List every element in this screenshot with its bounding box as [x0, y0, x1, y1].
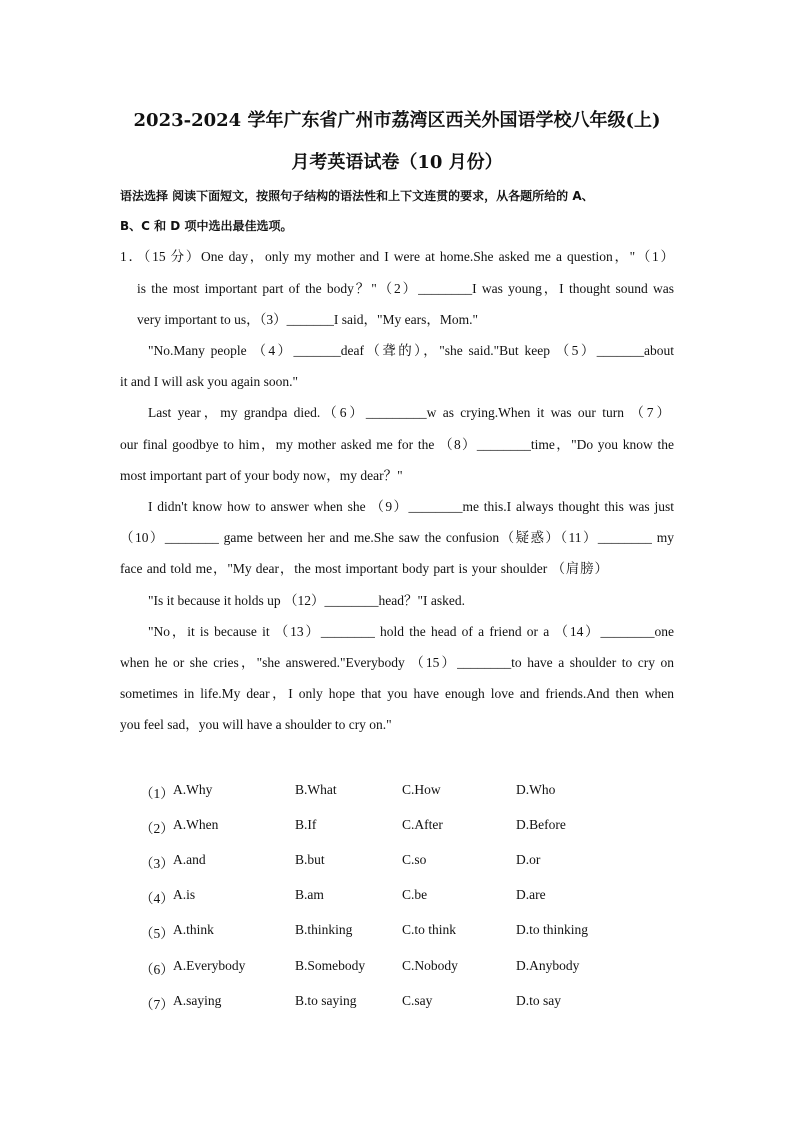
passage-line: most important part of your body now，my dear？" — [120, 468, 403, 483]
passage-line: I didn't know how to answer when she （9）________me this.I always thought this was just — [148, 499, 674, 514]
instruction-line-2: B、C 和 D 项中选出最佳选项。 — [120, 219, 293, 233]
passage-line: "Is it because it holds up （12）________head？"I asked. — [148, 593, 465, 608]
option-a: A.is — [173, 887, 196, 902]
passage-line: when he or she cries，"she answered."Everybody （15）________to have a shoulder to cry on — [120, 655, 674, 670]
passage-line: you feel sad，you will have a shoulder to cry on." — [120, 717, 392, 732]
option-number: （1） — [140, 786, 174, 801]
option-a: A.When — [173, 817, 219, 832]
option-b: B.am — [295, 887, 324, 902]
option-c: C.After — [402, 817, 443, 832]
option-d: D.or — [516, 852, 541, 867]
passage-line: "No，it is because it （13）________ hold the head of a friend or a （14）________one — [148, 624, 674, 639]
passage-line: Last year，my grandpa died.（6）_________w as crying.When it was our turn （7） — [148, 405, 670, 420]
option-c: C.Nobody — [402, 958, 458, 973]
option-b: B.If — [295, 817, 317, 832]
passage-line: our final goodbye to him，my mother asked me for the （8）________time，"Do you know the — [120, 437, 674, 452]
option-number: （2） — [140, 821, 174, 836]
option-a: A.Why — [173, 782, 213, 797]
option-number: （5） — [140, 926, 174, 941]
option-d: D.Who — [516, 782, 556, 797]
option-a: A.saying — [173, 993, 222, 1008]
option-c: C.How — [402, 782, 441, 797]
option-a: A.and — [173, 852, 206, 867]
passage-line: it and I will ask you again soon." — [120, 374, 298, 389]
option-c: C.be — [402, 887, 428, 902]
option-d: D.to thinking — [516, 922, 589, 937]
passage-line: "No.Many people （4）_______deaf（聋的），"she said."But keep （5）_______about — [148, 343, 674, 358]
exam-title-line-1: 2023-2024 学年广东省广州市荔湾区西关外国语学校八年级(上) — [133, 110, 661, 131]
option-d: D.are — [516, 887, 546, 902]
exam-title-line-2: 月考英语试卷（10 月份） — [291, 152, 503, 173]
option-b: B.What — [295, 782, 337, 797]
option-d: D.Anybody — [516, 958, 580, 973]
passage-line: is the most important part of the body？"（2）________I was young，I thought sound was — [137, 281, 674, 296]
option-number: （6） — [140, 962, 174, 977]
option-b: B.thinking — [295, 922, 353, 937]
option-c: C.so — [402, 852, 427, 867]
option-number: （3） — [140, 856, 174, 871]
passage-line: sometimes in life.My dear，I only hope that you have enough love and friends.And then when — [120, 686, 674, 701]
passage-line: 1．（15 分）One day，only my mother and I were at home.She asked me a question，"（1） — [120, 249, 674, 264]
option-c: C.to think — [402, 922, 457, 937]
passage-line: very important to us，（3）_______I said，"My ears，Mom." — [137, 312, 478, 327]
option-b: B.to saying — [295, 993, 357, 1008]
option-number: （7） — [140, 997, 174, 1012]
passage-line: （10）________ game between her and me.She saw the confusion（疑惑）（11）________ my — [120, 530, 674, 545]
option-d: D.Before — [516, 817, 566, 832]
option-b: B.but — [295, 852, 325, 867]
option-c: C.say — [402, 993, 433, 1008]
option-a: A.think — [173, 922, 214, 937]
instruction-line-1: 语法选择 阅读下面短文，按照句子结构的语法性和上下文连贯的要求，从各题所给的 A、 — [120, 189, 594, 203]
option-number: （4） — [140, 891, 174, 906]
option-a: A.Everybody — [173, 958, 246, 973]
passage-line: face and told me，"My dear，the most important body part is your shoulder （肩膀） — [120, 561, 608, 576]
option-d: D.to say — [516, 993, 561, 1008]
option-b: B.Somebody — [295, 958, 366, 973]
